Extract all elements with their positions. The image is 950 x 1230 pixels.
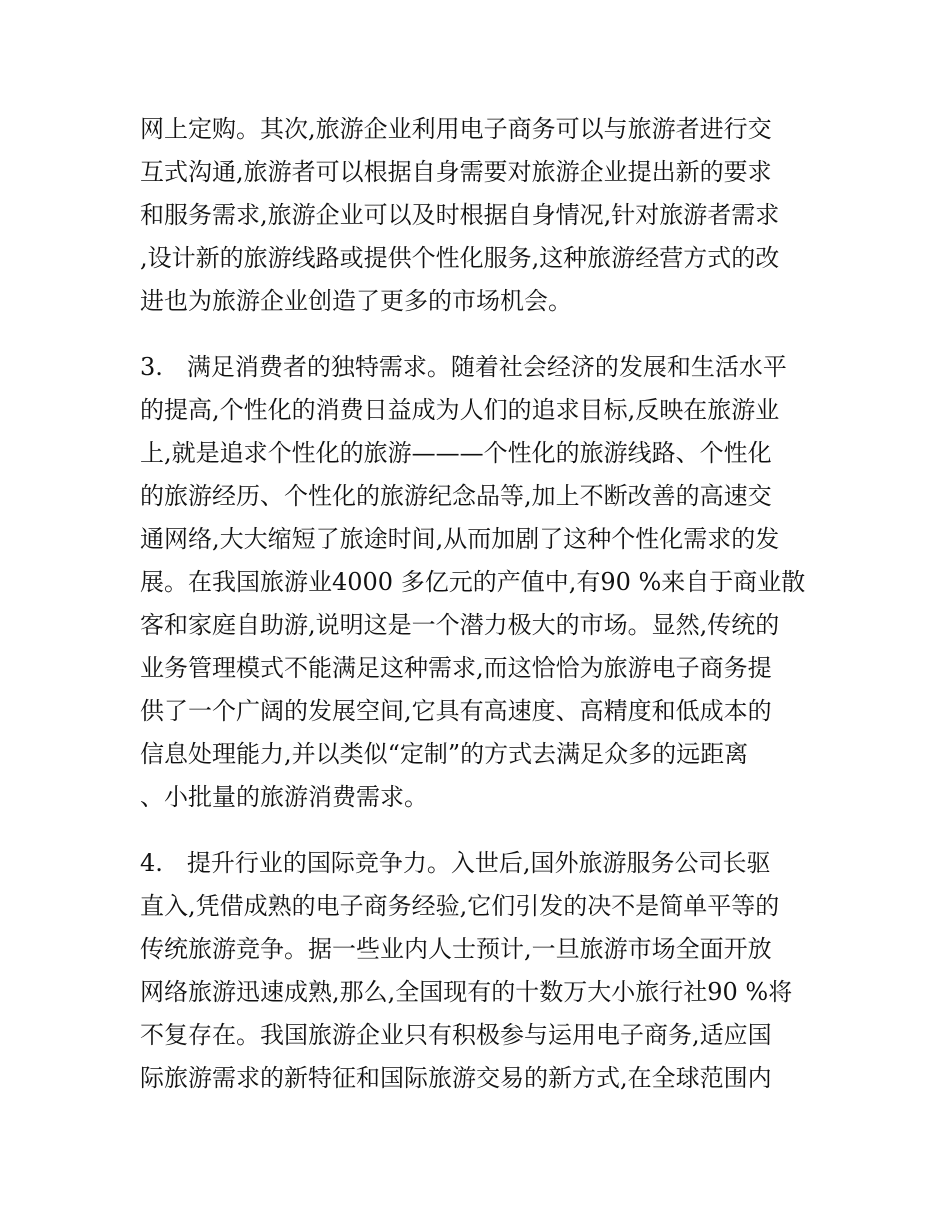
text-line: 、小批量的旅游消费需求。 <box>140 783 428 811</box>
text-line: 信息处理能力,并以类似“定制”的方式去满足众多的远距离 <box>140 740 749 768</box>
paragraph-1 <box>140 108 820 323</box>
text-line: 的旅游经历、个性化的旅游纪念品等,加上不断改善的高速交 <box>140 482 772 510</box>
text-line: 网上定购。其次,旅游企业利用电子商务可以与旅游者进行交 <box>140 115 772 143</box>
text-line: 进也为旅游企业创造了更多的市场机会。 <box>140 287 572 315</box>
text-line: 客和家庭自助游,说明这是一个潜力极大的市场。显然,传统的 <box>140 611 780 639</box>
text-line: ,设计新的旅游线路或提供个性化服务,这种旅游经营方式的改 <box>140 244 780 272</box>
text-line: 不复存在。我国旅游企业只有积极参与运用电子商务,适应国 <box>140 1021 772 1049</box>
text-line: 通网络,大大缩短了旅途时间,从而加剧了这种个性化需求的发 <box>140 525 780 553</box>
text-line: 展。在我国旅游业4000 多亿元的产值中,有90 %来自于商业散 <box>140 568 806 596</box>
text-line: 传统旅游竞争。据一些业内人士预计,一旦旅游市场全面开放 <box>140 935 772 963</box>
text-line: 上,就是追求个性化的旅游———个性化的旅游线路、个性化 <box>140 439 772 467</box>
text-line: 互式沟通,旅游者可以根据自身需要对旅游企业提出新的要求 <box>140 158 772 186</box>
text-line: 供了一个广阔的发展空间,它具有高速度、高精度和低成本的 <box>140 697 772 725</box>
paragraph-2 <box>140 346 820 819</box>
text-line: 业务管理模式不能满足这种需求,而这恰恰为旅游电子商务提 <box>140 654 772 682</box>
text-line: 网络旅游迅速成熟,那么,全国现有的十数万大小旅行社90 %将 <box>140 978 793 1006</box>
text-line: 际旅游需求的新特征和国际旅游交易的新方式,在全球范围内 <box>140 1064 772 1092</box>
text-line: 和服务需求,旅游企业可以及时根据自身情况,针对旅游者需求 <box>140 201 780 229</box>
paragraph-3 <box>140 842 820 1100</box>
text-line: 4. 提升行业的国际竞争力。入世后,国外旅游服务公司长驱 <box>140 849 771 877</box>
text-line: 的提高,个性化的消费日益成为人们的追求目标,反映在旅游业 <box>140 396 780 424</box>
text-line: 直入,凭借成熟的电子商务经验,它们引发的决不是简单平等的 <box>140 892 780 920</box>
text-line: 3. 满足消费者的独特需求。随着社会经济的发展和生活水平 <box>140 353 787 381</box>
